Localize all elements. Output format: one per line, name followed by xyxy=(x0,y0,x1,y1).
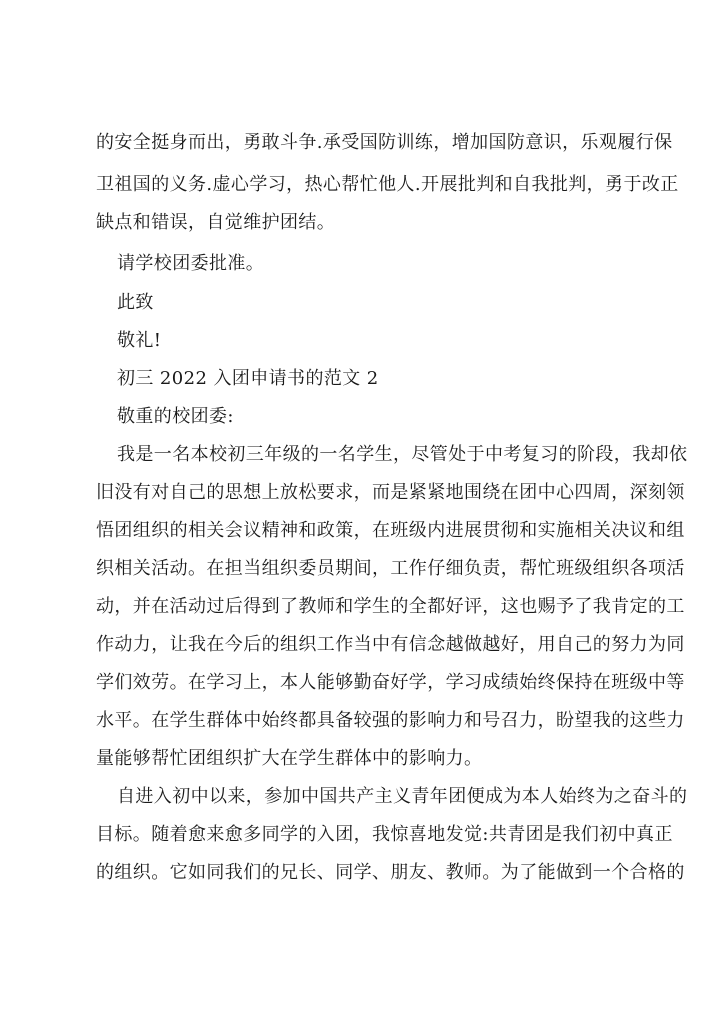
section-heading: 初三 2022 入团申请书的范文 2 xyxy=(117,368,379,389)
closing-salutation: 此致 xyxy=(117,292,154,313)
body-line: 学们效劳。在学习上，本人能够勤奋好学，学习成绩始终保持在班级中等 xyxy=(96,672,685,693)
body-line: 请学校团委批准。 xyxy=(117,253,265,274)
body-line: 的安全挺身而出，勇敢斗争.承受国防训练，增加国防意识，乐观履行保 xyxy=(96,132,673,153)
body-line: 动，并在活动过后得到了教师和学生的全都好评，这也赐予了我肯定的工 xyxy=(96,596,685,617)
body-line: 我是一名本校初三年级的一名学生，尽管处于中考复习的阶段，我却依 xyxy=(117,444,688,465)
body-line: 的组织。它如同我们的兄长、同学、朋友、教师。为了能做到一个合格的 xyxy=(96,862,685,883)
body-line: 水平。在学生群体中始终都具备较强的影响力和号召力，盼望我的这些力 xyxy=(96,710,685,731)
body-line: 量能够帮忙团组织扩大在学生群体中的影响力。 xyxy=(96,748,483,769)
body-line: 悟团组织的相关会议精神和政策，在班级内进展贯彻和实施相关决议和组 xyxy=(96,520,685,541)
body-line: 卫祖国的义务.虚心学习，热心帮忙他人.开展批判和自我批判，勇于改正 xyxy=(96,174,679,195)
greeting: 敬重的校团委: xyxy=(117,406,234,427)
body-line: 目标。随着愈来愈多同学的入团，我惊喜地发觉:共青团是我们初中真正 xyxy=(96,824,673,845)
body-line: 作动力，让我在今后的组织工作当中有信念越做越好，用自己的努力为同 xyxy=(96,634,685,655)
closing-regards: 敬礼! xyxy=(117,330,162,351)
body-line: 自进入初中以来，参加中国共产主义青年团便成为本人始终为之奋斗的 xyxy=(117,786,688,807)
body-line: 旧没有对自己的思想上放松要求，而是紧紧地围绕在团中心四周，深刻领 xyxy=(96,482,685,503)
body-line: 织相关活动。在担当组织委员期间，工作仔细负责，帮忙班级组织各项活 xyxy=(96,558,685,579)
body-line: 缺点和错误，自觉维护团结。 xyxy=(96,212,336,233)
